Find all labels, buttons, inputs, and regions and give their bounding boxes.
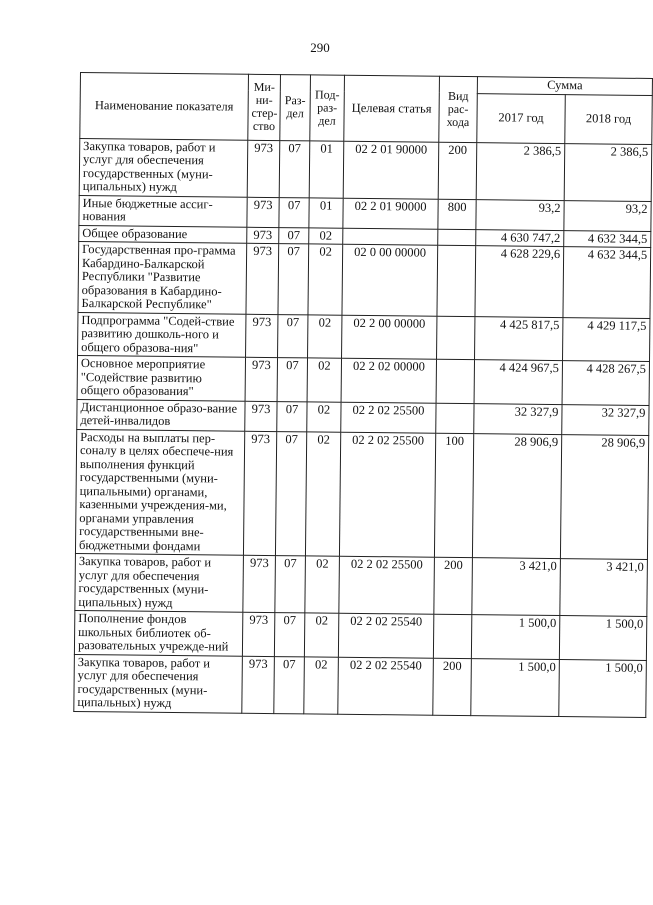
row-section: 07 [279,140,310,197]
row-name: Закупка товаров, работ и услуг для обеспечения государственных (муни-ципальных) нужд [79,138,248,197]
row-section: 07 [279,197,309,227]
row-sum-2018: 1 500,0 [559,659,647,717]
row-target-item: 02 2 01 90000 [343,141,439,199]
row-section: 07 [274,613,304,657]
row-section: 07 [275,431,306,556]
row-sum-2018: 32 327,9 [562,404,649,435]
row-name: Государственная про-грамма Кабардино-Балкарской Республики "Развитие образования в Кабардино-Балкарской Республике" [78,241,247,313]
row-sum-2018: 3 421,0 [560,559,648,617]
row-subsection: 02 [308,244,343,315]
row-sum-2017: 1 500,0 [471,658,560,716]
row-subsection: 02 [305,556,340,613]
row-ministry: 973 [245,401,277,431]
row-name: Дистанционное образо-вание детей-инвалидов [77,399,245,431]
table-row [75,429,648,559]
table-row [78,241,651,317]
row-target-item [343,228,438,245]
table-row [75,553,648,616]
row-section: 07 [274,656,305,713]
row-sum-2017: 32 327,9 [474,403,562,434]
row-target-item: 02 2 02 25500 [339,432,435,557]
row-sum-2018: 93,2 [564,200,651,231]
row-expense-type [436,403,474,433]
header-target-item: Целевая статья [344,75,440,141]
row-sum-2018: 4 428 267,5 [562,361,649,405]
row-section: 07 [275,556,306,613]
header-section: Раз-дел [280,75,311,141]
table-body [74,138,652,717]
budget-table [73,72,653,717]
row-section: 07 [277,358,307,402]
row-ministry: 973 [242,612,274,656]
row-section: 07 [278,244,309,315]
row-expense-type [433,614,471,658]
header-subsection: Под-раз-дел [310,75,345,141]
row-target-item: 02 2 01 90000 [343,198,438,229]
row-expense-type: 200 [433,658,472,715]
row-target-item: 02 2 02 25500 [339,556,435,614]
row-expense-type [437,316,475,360]
row-ministry: 973 [243,555,276,612]
row-expense-type [437,245,476,316]
row-target-item: 02 2 02 25540 [338,657,434,715]
header-expense-type: Вид рас-хода [439,76,478,142]
row-subsection: 01 [309,197,343,227]
row-sum-2018: 4 429 117,5 [563,317,650,361]
row-name: Закупка товаров, работ и услуг для обеспечения государственных (муни-ципальных) нужд [74,654,243,713]
row-name: Расходы на выплаты пер-соналу в целях обеспече-ния выполнения функций государственными (муни-ципальными) органами, казенными учреждения-ми, органами управления государственными вне-бюджетными фондами [75,429,244,555]
row-expense-type: 800 [438,199,476,229]
row-sum-2017: 1 500,0 [471,615,559,659]
row-ministry: 973 [245,357,277,401]
table-row [79,138,652,201]
row-name: Основное мероприятие "Содействие развитию общего образования" [77,355,245,400]
row-ministry: 973 [247,227,279,244]
row-subsection: 02 [309,227,343,244]
header-ministry: Ми-ни-стер-ство [248,74,281,140]
row-ministry: 973 [247,197,279,227]
row-sum-2017: 4 425 817,5 [475,316,563,360]
row-target-item: 02 0 00 00000 [342,244,438,315]
row-target-item: 02 2 02 00000 [341,358,436,402]
row-target-item: 02 2 00 00000 [342,315,437,359]
row-expense-type: 200 [438,142,477,199]
row-section: 07 [279,227,309,244]
row-name: Иные бюджетные ассиг-нования [79,195,247,227]
row-expense-type [438,229,476,246]
table-row [77,355,649,404]
header-year-2018: 2018 год [565,94,653,144]
table-header-row [80,73,652,95]
row-sum-2018: 1 500,0 [559,616,646,660]
row-subsection: 02 [307,401,341,431]
row-sum-2018: 4 632 344,5 [564,230,651,247]
page-number: 290 [310,40,330,55]
header-sum: Сумма [477,77,652,95]
row-ministry: 973 [246,243,279,314]
row-name: Закупка товаров, работ и услуг для обеспечения государственных (муни-ципальных) нужд [75,553,244,612]
row-subsection: 02 [304,613,338,657]
row-sum-2018: 28 906,9 [560,434,648,559]
header-name: Наименование показателя [80,73,249,140]
row-subsection: 02 [305,431,340,556]
row-subsection: 02 [307,358,341,402]
row-name: Общее образование [79,225,247,243]
row-subsection: 02 [304,656,339,713]
row-sum-2017: 28 906,9 [472,433,561,558]
table-row [74,610,646,659]
row-ministry: 973 [246,314,278,358]
header-year-2017: 2017 год [477,93,566,143]
row-sum-2017: 93,2 [476,199,564,230]
row-sum-2017: 3 421,0 [472,558,561,616]
row-expense-type: 200 [434,557,473,614]
row-expense-type: 100 [434,433,473,558]
row-sum-2017: 4 628 229,6 [475,246,564,317]
row-subsection: 02 [308,314,342,358]
row-name: Пополнение фондов школьных библиотек об-разовательных учрежде-ний [74,610,242,655]
row-expense-type [436,359,474,403]
row-ministry: 973 [242,656,275,713]
row-target-item: 02 2 02 25540 [338,613,433,657]
row-sum-2017: 4 630 747,2 [476,229,564,246]
row-target-item: 02 2 02 25500 [341,402,436,433]
row-sum-2018: 2 386,5 [564,143,652,201]
row-ministry: 973 [247,140,280,197]
row-section: 07 [277,401,307,431]
row-subsection: 01 [309,140,344,197]
row-sum-2018: 4 632 344,5 [563,247,651,318]
row-sum-2017: 2 386,5 [476,142,565,200]
row-section: 07 [278,314,308,358]
table-row [74,654,647,717]
row-ministry: 973 [243,431,276,556]
row-name: Подпрограмма "Содей-ствие развитию дошколь-ного и общего образова-ния" [78,312,246,357]
row-sum-2017: 4 424 967,5 [474,360,562,404]
table-row [78,312,650,361]
